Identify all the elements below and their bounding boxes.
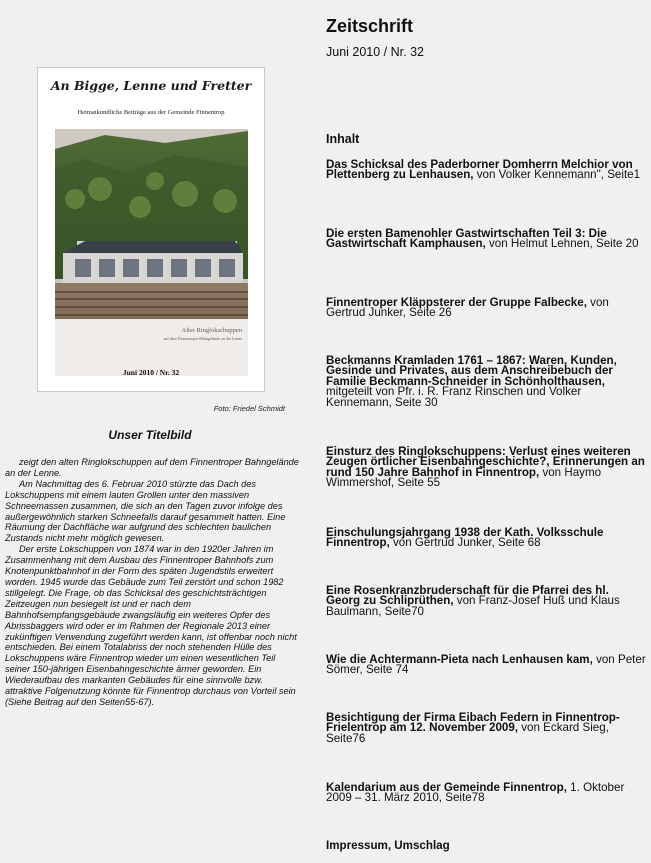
- toc-entry-title: Besichtigung der Firma Eibach Federn in Finnentrop-Frielentrop am 12. November 2009,: [326, 711, 620, 735]
- toc-entry: [326, 229, 646, 250]
- toc-entry: [326, 586, 646, 617]
- toc-entry-title: Das Schicksal des Paderborner Domherrn Melchior von Plettenberg zu Lenhausen,: [326, 158, 633, 182]
- photo-caption-title: Alter Ringlokschuppen: [181, 327, 242, 334]
- toc-entry-title: Impressum, Umschlag: [326, 839, 450, 852]
- toc-entry: [326, 841, 646, 851]
- toc-entry-details: von Franz-Josef Huß und Klaus Baulmann, Seite70: [326, 594, 620, 618]
- photo-credit: Foto: Friedel Schmidt: [213, 404, 285, 413]
- left-column: [0, 0, 318, 863]
- titelbild-paragraph: Der erste Lokschuppen von 1874 war in den 1920er Jahren im Zusammenhang mit dem Ausbau des Finnentroper Bahnhofs zum Knotenpunktbahnhof in der Form des späten Jugendstils erweitert worden. 1945 wurde das Gebäude zum Teil zerstört und schon 1982 stillgelegt. Die Frage, ob das Schicksal des geschichtsträchtigen Zeitzeugen nun besiegelt ist und er nach dem Bahnhofsempfangsgebäude zwangsläufig ein weiteres Opfer des Abrissbaggers wird oder er im Rahmen der Regionale 2013 einer zukünftigen Verwendung zugeführt werden kann, ist offenbar noch nicht entschieden. Bei einem Totalabriss der noch stehenden Hülle des Lokschuppens wäre Finnentrop wieder um einen wesentlichen Teil seiner 150-jährigen Eisenbahngeschichte ärmer geworden. Ein Wiederaufbau des markanten Gebäudes für eine sinnvolle bzw. attraktive Folgenutzung könnte für Finnentrop durchaus von Vorteil sein (Siehe Beitrag auf den Seiten55-67).: [5, 544, 297, 707]
- toc-entry: [326, 783, 646, 804]
- toc-entry: [326, 298, 646, 319]
- toc-entry-title: Beckmanns Kramladen 1761 – 1867: Waren, Kunden, Gesinde und Privates, aus dem Anschreibebuch der Familie Beckmann-Schneider in Schönholthausen,: [326, 354, 617, 388]
- toc-entry-title: Einsturz des Ringlokschuppens: Verlust eines weiteren Zeugen örtlicher Eisenbahngeschichte?, Erinnerungen an rund 150 Jahre Bahnhof in Finnentrop,: [326, 445, 645, 479]
- toc-entry: [326, 655, 646, 676]
- toc-entry-title: Eine Rosenkranzbruderschaft für die Pfarrei des hl. Georg zu Schliprüthen,: [326, 584, 609, 608]
- toc-entry-details: von Eckard Sieg, Seite76: [326, 721, 609, 745]
- cover-issue: Juni 2010 / Nr. 32: [122, 368, 180, 377]
- toc-entry-details: 1. Oktober 2009 – 31. März 2010, Seite78: [326, 781, 625, 805]
- titelbild-paragraph: Am Nachmittag des 6. Februar 2010 stürzte das Dach des Lokschuppens mit einem lauten Grollen unter den massiven Schneemassen zusammen, die sich an den Tagen zuvor infolge des außergewöhnlich starken Schneefalls darauf gesammelt hatten. Eine Räumung der Dachfläche war aufgrund des schlechten baulichen Zustands nicht mehr möglich gewesen.: [5, 478, 286, 544]
- toc-entry-title: Wie die Achtermann-Pieta nach Lenhausen kam,: [326, 653, 593, 666]
- photo-caption-subtitle: auf dem Finnentroper Bahngelände an der Lenne: [163, 336, 242, 341]
- toc-entry-title: Einschulungsjahrgang 1938 der Kath. Volksschule Finnentrop,: [326, 526, 604, 550]
- cover-subtitle: Heimatkundliche Beiträge aus der Gemeinde Finnentrop: [77, 109, 225, 116]
- magazine-cover: [37, 67, 265, 392]
- toc-entry: [326, 447, 646, 489]
- photo-caption: [164, 327, 242, 343]
- toc-entry-details: von Gertrud Junker, Seite 26: [326, 296, 609, 320]
- cover-photo: [55, 129, 248, 376]
- titelbild-heading: Unser Titelbild: [108, 428, 192, 442]
- page-title: Zeitschrift: [326, 16, 414, 36]
- toc-entry: [326, 160, 646, 181]
- contents-heading: Inhalt: [326, 132, 360, 146]
- toc-entry-details: von Haymo Wimmershof, Seite 55: [326, 465, 602, 490]
- toc-entry-details: von Helmut Lehnen, Seite 20: [485, 237, 639, 251]
- titelbild-paragraph: zeigt den alten Ringlokschuppen auf dem Finnentroper Bahngelände an der Lenne.: [5, 457, 299, 478]
- cover-title: An Bigge, Lenne und Fretter: [50, 78, 252, 93]
- toc-entry-details: von Gertrud Junker, Seite 68: [389, 536, 541, 550]
- toc-entry-details: von Volker Kennemann", Seite1: [473, 168, 641, 182]
- toc-entry: [326, 356, 646, 408]
- toc-entry: [326, 528, 646, 549]
- toc-entry-title: Finnentroper Kläppsterer der Gruppe Falbecke,: [326, 296, 587, 309]
- toc-entry-details: von Peter Sömer, Seite 74: [326, 653, 646, 677]
- toc-entry: [326, 713, 646, 744]
- toc-entry-title: Die ersten Bamenohler Gastwirtschaften Teil 3: Die Gastwirtschaft Kamphausen,: [326, 227, 607, 251]
- issue-line: Juni 2010 / Nr. 32: [326, 45, 424, 59]
- toc-entry-details: mitgeteilt von Pfr. i. R. Franz Rinschen und Volker Kennemann, Seite 30: [326, 385, 582, 409]
- titelbild-text: [5, 457, 300, 708]
- toc-entry-title: Kalendarium aus der Gemeinde Finnentrop,: [326, 781, 567, 794]
